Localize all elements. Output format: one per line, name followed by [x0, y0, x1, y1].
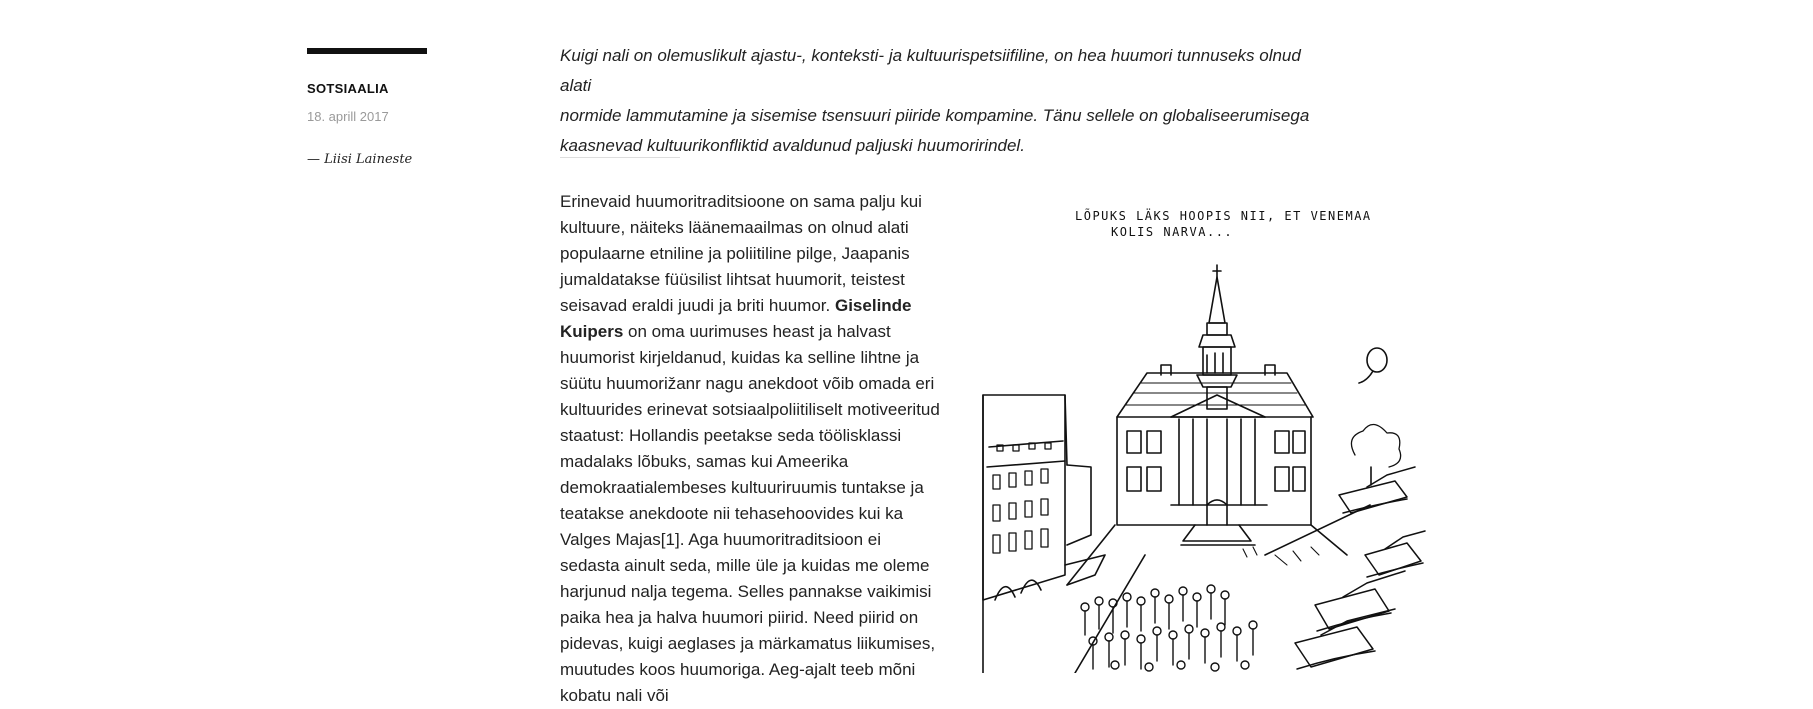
- body-text: . Aga huumoritraditsioon ei sedasta ainult seda, mille üle ja kuidas me oleme harjunud nalja tegema. Selles pannakse vaikimisi paika hea ja halva huumori piirid. Need piirid on pidevas, kuigi aeglases ja märkamatus liikumises, muutudes koos huumoriga. Aeg-ajalt teeb mõni kobatu nali või: [560, 530, 936, 705]
- body-paragraph: [560, 189, 940, 709]
- caption-line: KOLIS NARVA...: [1111, 225, 1234, 239]
- town-hall: [1117, 365, 1313, 545]
- separator: [560, 157, 680, 158]
- tanks: [1295, 467, 1425, 669]
- body-text: Erinevaid huumoritraditsioone on sama palju kui kultuure, näiteks läänemaailmas on olnud alati populaarne etniline ja poliitiline pilge, Jaapanis jumaldatakse füüsilist lihtsat huumorit, teistest seisavad eraldi juudi ja briti huumor.: [560, 192, 922, 315]
- balloon: [1359, 348, 1387, 383]
- author-link[interactable]: Liisi Laineste: [324, 152, 413, 167]
- crowd: [1081, 585, 1257, 671]
- lead-line: kaasnevad kultuurikonfliktid avaldunud paljuski huumoririndel.: [560, 136, 1025, 155]
- section-link[interactable]: SOTSIAALIA: [307, 81, 389, 96]
- lead-line: Kuigi nali on olemuslikult ajastu-, konteksti- ja kultuurispetsiifiline, on hea huumori tunnuseks olnud alati: [560, 46, 1301, 95]
- lead-line: normide lammutamine ja sisemise tsensuuri piiride kompamine. Tänu sellele on globaliseerumisega: [560, 106, 1310, 125]
- cartoon-illustration: [975, 205, 1435, 673]
- footnote-ref-1[interactable]: [1]: [660, 530, 680, 549]
- caption-line: LÕPUKS LÄKS HOOPIS NII, ET VENEMAA: [1075, 209, 1372, 223]
- article-body: [560, 189, 940, 709]
- church-tower: [1197, 265, 1237, 409]
- lead-paragraph: [560, 41, 1320, 161]
- author-prefix: —: [307, 152, 325, 167]
- author-byline: [307, 152, 412, 167]
- body-text: on oma uurimuses heast ja halvast huumorist kirjeldanud, kuidas ka selline lihtne ja süütu huumorižanr nagu anekdoot võib omada eri kultuurides erinevat sotsiaalpoliitiliselt motiveeritud staatust: Hollandis peetakse seda töölisklassi madalaks lõbuks, samas kui Ameerika demokraatialembeses kultuuriruumis tuntakse ja teatakse anekdoote nii tehasehoovides kui ka Valges Majas: [560, 322, 940, 549]
- person-name: Giselinde Kuipers: [560, 296, 912, 341]
- publish-date: 18. aprill 2017: [307, 109, 389, 124]
- section-rule: [307, 48, 427, 54]
- left-building: [983, 395, 1105, 673]
